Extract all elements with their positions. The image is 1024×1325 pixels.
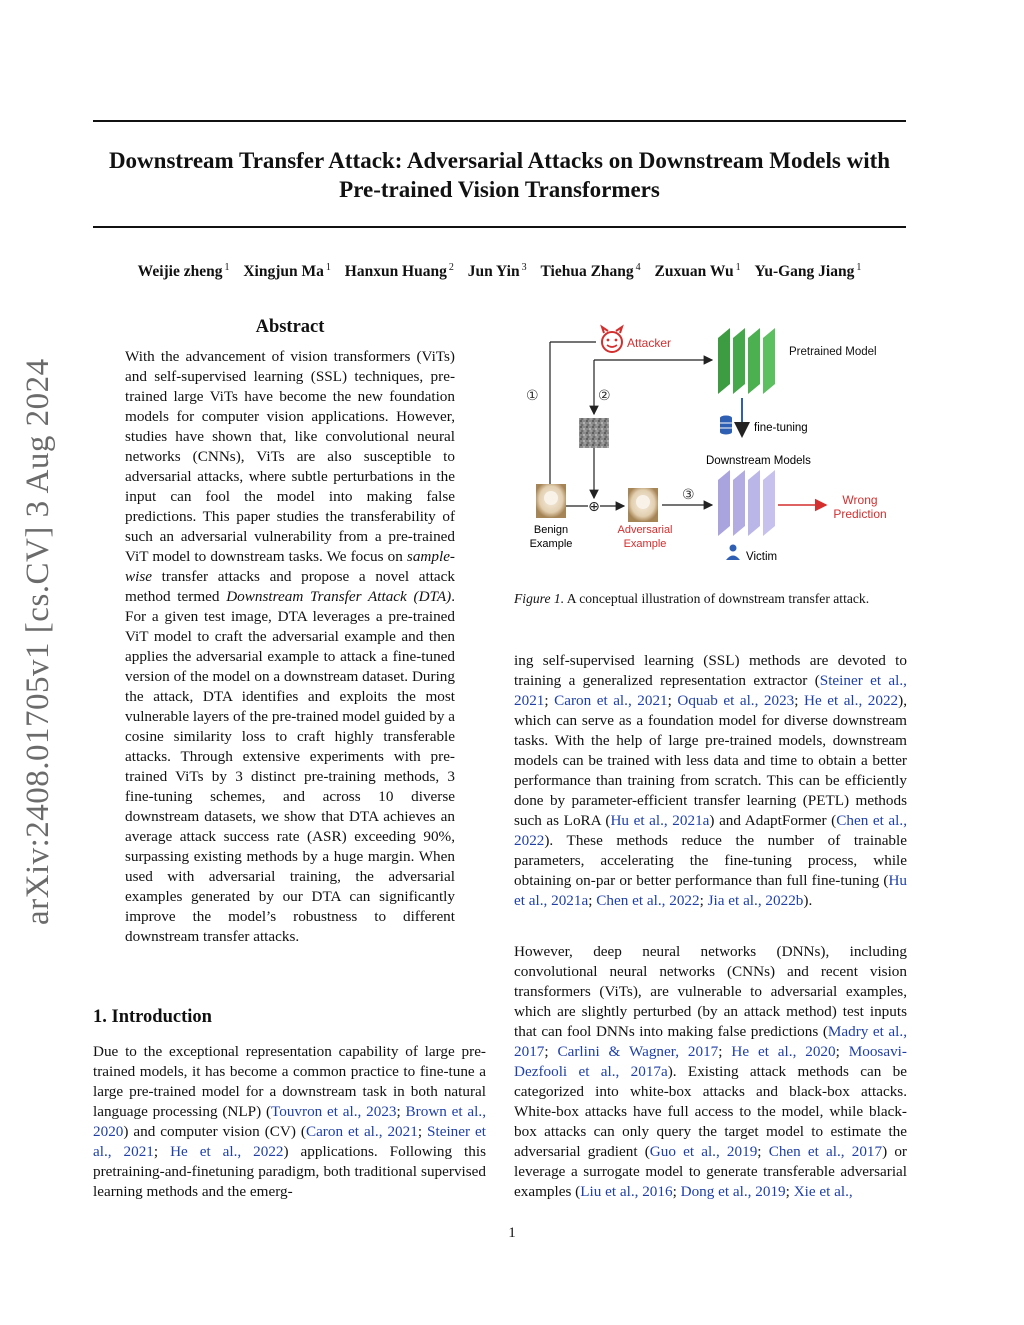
dog-face (636, 495, 650, 509)
author: Yu-Gang Jiang $^1$ (754, 262, 862, 281)
bottom-rule (93, 226, 906, 228)
author-list (93, 262, 906, 281)
fine-tuning-label: fine-tuning (754, 422, 808, 434)
right-column-paragraph-2: However, deep neural networks (DNNs), including convolutional neural networks (CNNs) and recent vision transformers (ViTs), are vulnerable to adversarial examples, which are slightly perturbed (by an attack method) test inputs that can fool DNNs into making false predictions (Madry et al., 2017; Carlini & Wagner, 2017; He et al., 2020; Moosavi-Dezfooli et al., 2017a). Existing attack methods can be categorized into white-box attacks and black-box attacks. White-box attacks have full access to the model, while black-box attacks can only query the target model to estimate the adversarial gradient (Guo et al., 2019; Chen et al., 2017) or leverage a surrogate model to generate transferable adversarial examples (Liu et al., 2016; Dong et al., 2019; Xie et al., (514, 943, 907, 1200)
author: Weijie zheng $^1$ (137, 262, 230, 281)
benign-label-line1: Benign (533, 524, 569, 536)
citation-link[interactable]: Caron et al., 2021 (554, 692, 668, 709)
author: Hanxun Huang $^2$ (344, 262, 454, 281)
author: Tiehua Zhang $^4$ (540, 262, 641, 281)
abstract-body: With the advancement of vision transformers (ViTs) and self-supervised learning (SSL) techniques, pre-trained large ViTs have become the new foundation models for computer vision applications. However, studies have shown that, like convolutional neural networks (CNNs), ViTs are also susceptible to adversarial attacks, where subtle perturbations in the input can fool the model into making false predictions. This paper studies the transferability of such an adversarial vulnerability from a pre-trained ViT model to downstream tasks. We focus on sample-wise transfer attacks and propose a novel attack method termed Downstream Transfer Attack (DTA). For a given test image, DTA leverages a pre-trained ViT model to craft the adversarial example and then applies the adversarial example to attack a fine-tuned version of the model on a downstream dataset. During the attack, DTA identifies and exploits the most vulnerable layers of the pre-trained model guided by a cosine similarity loss to craft highly transferable attacks. Through extensive experiments with pre-trained ViTs by 3 distinct pre-training methods, 3 fine-tuning schemes, and across 10 diverse downstream datasets, we show that DTA achieves an average attack success rate (ASR) exceeding 90%, surpassing existing methods by a huge margin. When used with adversarial training, the adversarial examples generated by our DTA can significantly improve the model’s robustness to different downstream transfer attacks. (125, 348, 455, 945)
author: Jun Yin $^3$ (467, 262, 527, 281)
attacker-label: Attacker (627, 336, 672, 350)
citation-link[interactable]: Moosavi-Dezfooli et al., 2017a (514, 1043, 907, 1080)
citation-link[interactable]: He et al., 2020 (731, 1043, 836, 1060)
database-icon (720, 416, 732, 435)
citation-link[interactable]: Hu et al., 2021a (610, 812, 710, 829)
user-icon (726, 545, 740, 561)
step-3-marker: ③ (682, 486, 695, 502)
citation-link[interactable]: Madry et al., 2017 (514, 1023, 907, 1060)
figure-diagram (514, 318, 907, 570)
citation-link[interactable]: He et al., 2022 (170, 1143, 284, 1160)
adversarial-label-line1: Adversarial (617, 524, 673, 536)
step-1-marker: ① (526, 387, 539, 403)
citation-link[interactable]: Xie et al., (793, 1183, 853, 1200)
benign-label-line2: Example (529, 538, 573, 550)
citation-link[interactable]: Brown et al., 2020 (93, 1103, 486, 1140)
plus-operator: ⊕ (588, 498, 600, 514)
step-2-marker: ② (598, 387, 611, 403)
devil-icon (602, 327, 622, 352)
downstream-models-label: Downstream Models (706, 455, 811, 467)
page-number: 1 (508, 1225, 516, 1241)
citation-link[interactable]: Jia et al., 2022b (707, 892, 804, 909)
citation-link[interactable]: Hu et al., 2021a (514, 872, 907, 909)
intro-paragraph: Due to the exceptional representation capability of large pre-trained models, it has become a common practice to fine-tune a large pre-trained model for a downstream task in both natural language processing (NLP) (Touvron et al., 2023; Brown et al., 2020) and computer vision (CV) (Caron et al., 2021; Steiner et al., 2021; He et al., 2022) applications. Following this pretraining-and-finetuning paradigm, both traditional supervised learning methods and the emerg- (93, 1043, 486, 1200)
wrong-prediction-line2: Prediction (833, 507, 887, 521)
paper-title (93, 146, 906, 204)
author: Xingjun Ma $^1$ (243, 262, 331, 281)
section-heading-introduction: 1. Introduction (93, 1007, 212, 1027)
citation-link[interactable]: Touvron et al., 2023 (271, 1103, 397, 1120)
citation-link[interactable]: Caron et al., 2021 (305, 1123, 418, 1140)
adversarial-label-line2: Example (623, 538, 667, 550)
citation-link[interactable]: Chen et al., 2017 (768, 1143, 883, 1160)
citation-link[interactable]: Dong et al., 2019 (680, 1183, 786, 1200)
pretrained-model-label: Pretrained Model (789, 346, 877, 358)
citation-link[interactable]: Guo et al., 2019 (649, 1143, 758, 1160)
citation-link[interactable]: Steiner et al., 2021 (93, 1123, 486, 1160)
arxiv-watermark: arXiv:2408.01705v1 [cs.CV] 3 Aug 2024 (20, 358, 56, 925)
wrong-prediction-line1: Wrong (842, 493, 878, 507)
right-column-paragraph-1: ing self-supervised learning (SSL) methods are devoted to training a generalized representation extractor (Steiner et al., 2021; Caron et al., 2021; Oquab et al., 2023; He et al., 2022), which can serve as a foundation model for diverse downstream tasks. With the help of large pre-trained models, downstream models can be trained with less data and time to obtain a better performance than training from scratch. This can be efficiently done by parameter-efficient transfer learning (PETL) methods such as LoRA (Hu et al., 2021a) and AdaptFormer (Chen et al., 2022). These methods reduce the number of trainable parameters, accelerating the fine-tuning process, while obtaining on-par or better performance than full fine-tuning (Hu et al., 2021a; Chen et al., 2022; Jia et al., 2022b). (514, 652, 907, 909)
citation-link[interactable]: Chen et al., 2022 (514, 812, 907, 849)
abstract-heading: Abstract (255, 317, 325, 337)
top-rule (93, 120, 906, 122)
title-line-2: Pre-trained Vision Transformers (339, 177, 660, 202)
citation-link[interactable]: He et al., 2022 (804, 692, 899, 709)
citation-link[interactable]: Steiner et al., 2021 (514, 672, 907, 709)
downstream-model-stack (718, 470, 775, 536)
figure-1 (514, 318, 907, 570)
author: Zuxuan Wu $^1$ (654, 262, 741, 281)
citation-link[interactable]: Oquab et al., 2023 (677, 692, 795, 709)
citation-link[interactable]: Chen et al., 2022 (596, 892, 700, 909)
title-line-1: Downstream Transfer Attack: Adversarial Attacks on Downstream Models with (108, 148, 891, 173)
victim-label: Victim (746, 551, 778, 563)
citation-link[interactable]: Carlini & Wagner, 2017 (557, 1043, 719, 1060)
citation-link[interactable]: Liu et al., 2016 (580, 1183, 673, 1200)
dog-face (544, 491, 558, 505)
figure-caption: Figure 1. A conceptual illustration of downstream transfer attack. (514, 591, 870, 606)
pretrained-model-stack (718, 328, 775, 394)
perturbation-noise-image (579, 418, 609, 448)
